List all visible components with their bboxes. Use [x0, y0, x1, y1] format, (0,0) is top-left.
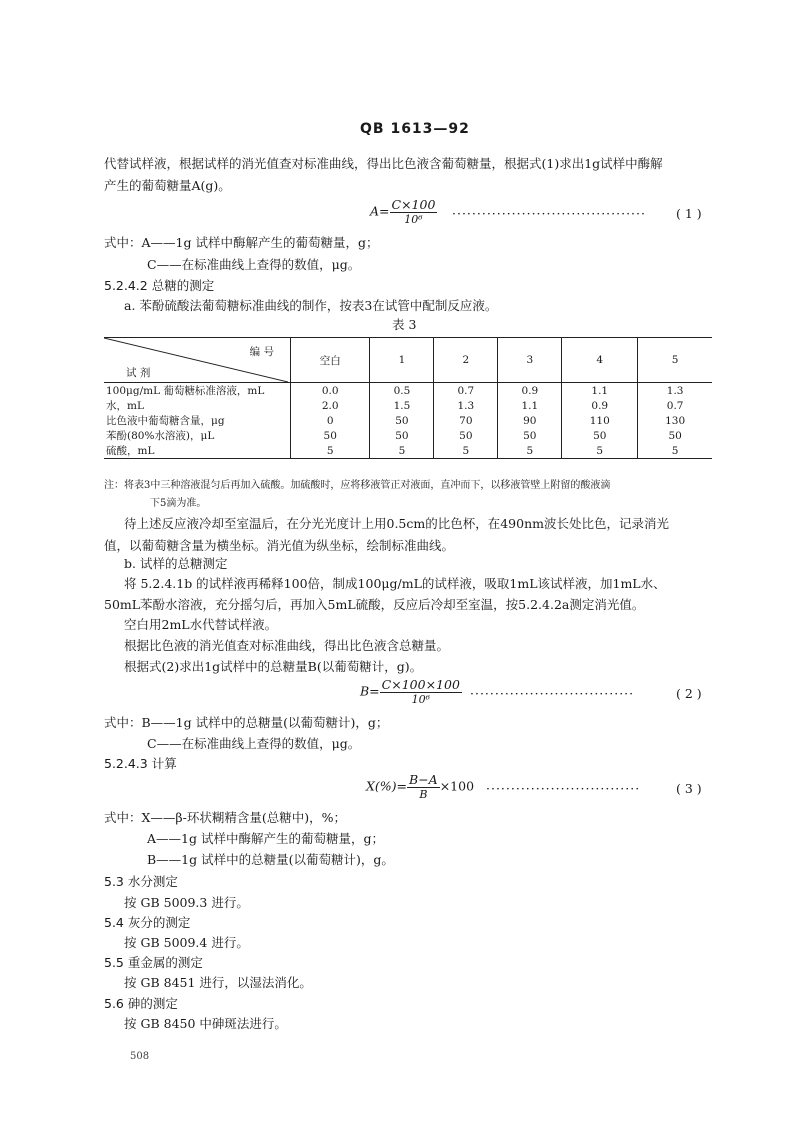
cell: 5	[370, 443, 434, 459]
section-5243-title: 5.2.4.3 计算	[104, 756, 177, 771]
col-header: 1	[370, 338, 434, 383]
section-5242-a: a. 苯酚硫酸法葡萄糖标准曲线的制作，按表3在试管中配制反应液。	[124, 298, 498, 313]
section-5-3-body: 按 GB 5009.3 进行。	[124, 895, 249, 910]
section-5242-title: 5.2.4.2 总糖的测定	[104, 278, 215, 293]
eq3-denominator: B	[419, 788, 428, 801]
cell: 1.3	[434, 398, 498, 413]
section-b-line-1: 将 5.2.4.1b 的试样液再稀释100倍，制成100μg/mL的试样液，吸取1mL该试样液，加1mL水、	[124, 576, 666, 591]
eq2-leader: ·································	[470, 686, 635, 701]
para-after-line-2: 值，以葡萄糖含量为横坐标。消光值为纵坐标，绘制标准曲线。	[104, 538, 455, 553]
section-5-6-title: 5.6 砷的测定	[104, 996, 178, 1011]
eq3-leader: ·······························	[486, 781, 641, 796]
table3-note-line-1: 注：将表3中三种溶液混匀后再加入硫酸。加硫酸时，应将移液管正对液面，直冲而下，以移液管壁上附留的酸液滴	[104, 480, 611, 491]
section-5-4-body: 按 GB 5009.4 进行。	[124, 935, 249, 950]
eq3-lhs: X(%)=	[366, 778, 408, 794]
cell: 5	[291, 443, 370, 459]
page-number: 508	[130, 1051, 150, 1062]
section-5-3-title: 5.3 水分测定	[104, 874, 178, 889]
cell: 130	[665, 414, 686, 427]
where1-line-2: C——在标准曲线上查得的数值，μg。	[147, 257, 361, 272]
row-label: 100μg/mL 葡萄糖标准溶液，mL	[104, 383, 291, 399]
section-5-6-body: 按 GB 8450 中砷斑法进行。	[124, 1016, 287, 1031]
eq3-numerator: B−A	[409, 772, 438, 787]
eq1-denominator: 10⁶	[404, 213, 423, 226]
cell: 5	[498, 443, 562, 459]
cell: 50	[562, 428, 638, 443]
col-header: 空白	[291, 338, 370, 383]
cell: 1.1	[562, 383, 638, 399]
intro-line-1: 代替试样液，根据试样的消光值查对标准曲线，得出比色液含葡萄糖量，根据式(1)求出1g试样中酶解	[104, 156, 663, 171]
eq2-fraction	[380, 678, 462, 706]
cell: 0.9	[498, 383, 562, 399]
section-b-line-3: 空白用2mL水代替试样液。	[124, 617, 278, 632]
eq1-leader: ·······································	[452, 206, 646, 221]
cell: 2.0	[291, 398, 370, 413]
eq2-numerator: C×100×100	[381, 677, 460, 692]
section-5-5-body: 按 GB 8451 进行，以湿法消化。	[124, 975, 312, 990]
table-3	[104, 337, 712, 459]
table3-caption: 表 3	[392, 317, 417, 332]
cell: 50	[498, 428, 562, 443]
eq2-number: ( 2 )	[676, 686, 702, 701]
eq1-number: ( 1 )	[676, 206, 702, 221]
cell: 1.5	[370, 398, 434, 413]
row-label: 苯酚(80%水溶液)，μL	[104, 428, 291, 443]
cell: 70	[434, 413, 498, 428]
table3-corner	[104, 338, 291, 383]
document-code: QB 1613—92	[360, 121, 470, 137]
col-header: 2	[434, 338, 498, 383]
cell: 0.7	[434, 383, 498, 399]
cell: 50	[434, 428, 498, 443]
cell: 0.9	[562, 398, 638, 413]
cell: 50	[370, 413, 434, 428]
section-b-title: b. 试样的总糖测定	[124, 556, 228, 571]
where2-line-2: C——在标准曲线上查得的数值，μg。	[147, 736, 361, 751]
cell: 0.5	[370, 383, 434, 399]
cell: 90	[498, 413, 562, 428]
para-after-line-1: 待上述反应液冷却至室温后，在分光光度计上用0.5cm的比色杯，在490nm波长处比色，记录消光	[124, 516, 669, 531]
eq3-tail: ×100	[439, 778, 475, 794]
eq2-lhs: B=	[360, 683, 380, 699]
table-row	[104, 428, 712, 443]
eq1-fraction	[390, 198, 438, 226]
cell: 0.7	[666, 399, 684, 412]
where3-line-1: 式中：X——β-环状糊精含量(总糖中)，%；	[104, 810, 346, 825]
where3-line-2: A——1g 试样中酶解产生的葡萄糖量，g；	[147, 831, 384, 846]
cell: 50	[668, 429, 682, 442]
row-label: 硫酸，mL	[104, 443, 291, 459]
eq3-number: ( 3 )	[676, 781, 702, 796]
where2-line-1: 式中：B——1g 试样中的总糖量(以葡萄糖计)，g；	[104, 715, 389, 730]
cell: 110	[562, 413, 638, 428]
row-label: 比色液中葡萄糖含量，μg	[104, 413, 291, 428]
eq1-lhs: A=	[370, 203, 390, 219]
cell: 0.0	[291, 383, 370, 399]
where3-line-3: B——1g 试样中的总糖量(以葡萄糖计)，g。	[147, 852, 394, 867]
cell: 50	[291, 428, 370, 443]
equation-1	[370, 198, 437, 226]
col-header: 3	[498, 338, 562, 383]
corner-top-label: 编 号	[249, 346, 274, 358]
cell: 1.1	[498, 398, 562, 413]
eq3-fraction	[407, 773, 440, 801]
section-b-line-5: 根据式(2)求出1g试样中的总糖量B(以葡萄糖计，g)。	[124, 659, 423, 674]
cell: 50	[370, 428, 434, 443]
table3-note-line-2: 下5滴为准。	[150, 498, 207, 509]
cell: 0	[291, 413, 370, 428]
table-row	[104, 398, 712, 413]
section-b-line-2: 50mL苯酚水溶液，充分摇匀后，再加入5mL硫酸，反应后冷却至室温，按5.2.4.2a测定消光值。	[104, 597, 645, 612]
corner-bottom-label: 试 剂	[126, 367, 151, 379]
section-5-4-title: 5.4 灰分的测定	[104, 915, 191, 930]
table-row	[104, 443, 712, 459]
equation-2	[360, 678, 462, 706]
section-b-line-4: 根据比色液的消光值查对标准曲线，得出比色液含总糖量。	[124, 638, 450, 653]
table-row	[104, 413, 712, 428]
intro-line-2: 产生的葡萄糖量A(g)。	[104, 178, 231, 193]
row-label: 水，mL	[104, 398, 291, 413]
eq2-denominator: 10⁶	[411, 693, 430, 706]
cell: 1.3	[666, 384, 684, 397]
where1-line-1: 式中：A——1g 试样中酶解产生的葡萄糖量，g；	[104, 235, 379, 250]
col-header: 5	[638, 338, 712, 383]
col-header: 4	[562, 338, 638, 383]
equation-3	[366, 773, 474, 801]
cell: 5	[562, 443, 638, 459]
table-row	[104, 383, 712, 399]
eq1-numerator: C×100	[391, 197, 436, 212]
section-5-5-title: 5.5 重金属的测定	[104, 955, 203, 970]
cell: 5	[434, 443, 498, 459]
cell: 5	[638, 443, 712, 459]
